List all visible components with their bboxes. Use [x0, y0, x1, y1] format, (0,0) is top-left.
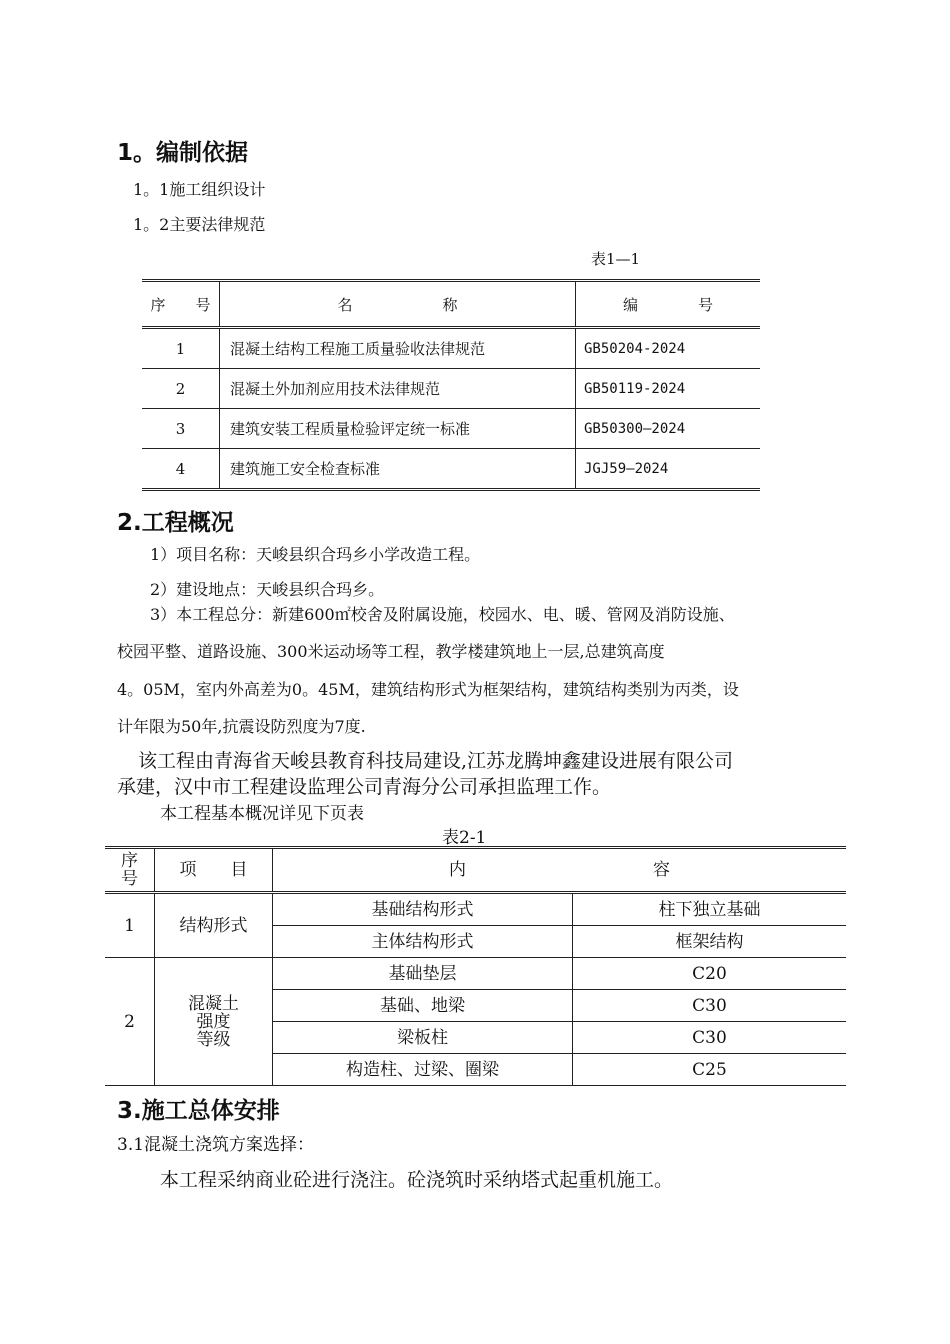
row-name: 混凝土外加剂应用技术法律规范: [220, 369, 576, 409]
table-row: [142, 449, 760, 490]
table-header-row: [142, 281, 760, 328]
row-label: 梁板柱: [273, 1022, 573, 1054]
section-1-item-2: 1。2主要法律规范: [133, 215, 266, 234]
table-row: [142, 409, 760, 449]
header-item: 项 目: [155, 848, 273, 893]
row-label: 主体结构形式: [273, 926, 573, 958]
header-seq-top: 序: [121, 851, 138, 871]
project-overview-table: [105, 846, 846, 1086]
group-1-item: 结构形式: [155, 893, 273, 958]
row-value: 框架结构: [573, 926, 847, 958]
header-seq: [105, 848, 155, 893]
location-line: 2）建设地点：天峻县织合玛乡。: [150, 580, 385, 599]
row-label: 基础垫层: [273, 958, 573, 990]
row-name: 建筑施工安全检查标准: [220, 449, 576, 490]
row-code: JGJ59—2024: [576, 449, 761, 490]
row-seq: 1: [142, 328, 220, 369]
standards-table: [142, 279, 760, 491]
section-3-body: 本工程采纳商业砼进行浇注。砼浇筑时采纳塔式起重机施工。: [160, 1169, 674, 1191]
row-value: C30: [573, 990, 847, 1022]
section-1-title: 1。编制依据: [117, 140, 249, 166]
overview-line-4: 计年限为50年,抗震设防烈度为7度.: [117, 717, 366, 736]
row-code: GB50204-2024: [576, 328, 761, 369]
section-3-subtitle: 3.1混凝土浇筑方案选择：: [117, 1135, 315, 1155]
group-2-item: [155, 958, 273, 1086]
row-name: 建筑安装工程质量检验评定统一标准: [220, 409, 576, 449]
table-2-caption: 表2-1: [442, 828, 487, 848]
section-3-title: 3.施工总体安排: [117, 1098, 280, 1124]
header-content: 内 容: [273, 848, 847, 893]
group-2-item-line-2: 强度: [196, 1011, 231, 1032]
group-1-seq: 1: [105, 893, 155, 958]
parties-line-1: 该工程由青海省天峻县教育科技局建设,江苏龙腾坤鑫建设进展有限公司: [138, 750, 734, 772]
row-label: 基础、地梁: [273, 990, 573, 1022]
row-label: 基础结构形式: [273, 893, 573, 926]
table-row: [142, 328, 760, 369]
table-row: [105, 958, 846, 990]
section-2-title: 2.工程概况: [117, 510, 234, 536]
overview-line-3: 4。05M，室内外高差为0。45M，建筑结构形式为框架结构，建筑结构类别为丙类，设: [117, 680, 739, 699]
group-2-item-line-3: 等级: [196, 1029, 231, 1050]
row-label: 构造柱、过梁、圈梁: [273, 1054, 573, 1086]
header-name: 名 称: [220, 281, 576, 328]
row-value: 柱下独立基础: [573, 893, 847, 926]
table-row: [142, 369, 760, 409]
group-2-item-line-1: 混凝土: [188, 993, 239, 1014]
table-header-row: [105, 848, 846, 893]
group-2-seq: 2: [105, 958, 155, 1086]
header-seq-bottom: 号: [121, 869, 138, 889]
table-1-caption: 表1—1: [591, 250, 641, 268]
parties-line-2: 承建，汉中市工程建设监理公司青海分公司承担监理工作。: [117, 776, 612, 798]
row-code: GB50300—2024: [576, 409, 761, 449]
section-1-item-1: 1。1施工组织设计: [133, 180, 266, 199]
row-seq: 3: [142, 409, 220, 449]
project-name-line: 1）项目名称：天峻县织合玛乡小学改造工程。: [150, 545, 481, 564]
table-row: [105, 893, 846, 926]
row-seq: 4: [142, 449, 220, 490]
table-reference-line: 本工程基本概况详见下页表: [160, 804, 364, 824]
header-code: 编 号: [576, 281, 761, 328]
row-value: C30: [573, 1022, 847, 1054]
overview-line-1: 3）本工程总分：新建600㎡校舍及附属设施，校园水、电、暖、管网及消防设施、: [150, 605, 735, 624]
row-seq: 2: [142, 369, 220, 409]
row-value: C25: [573, 1054, 847, 1086]
row-value: C20: [573, 958, 847, 990]
header-seq: 序 号: [142, 281, 220, 328]
row-name: 混凝土结构工程施工质量验收法律规范: [220, 328, 576, 369]
row-code: GB50119-2024: [576, 369, 761, 409]
overview-line-2: 校园平整、道路设施、300米运动场等工程，教学楼建筑地上一层,总建筑高度: [117, 642, 665, 661]
